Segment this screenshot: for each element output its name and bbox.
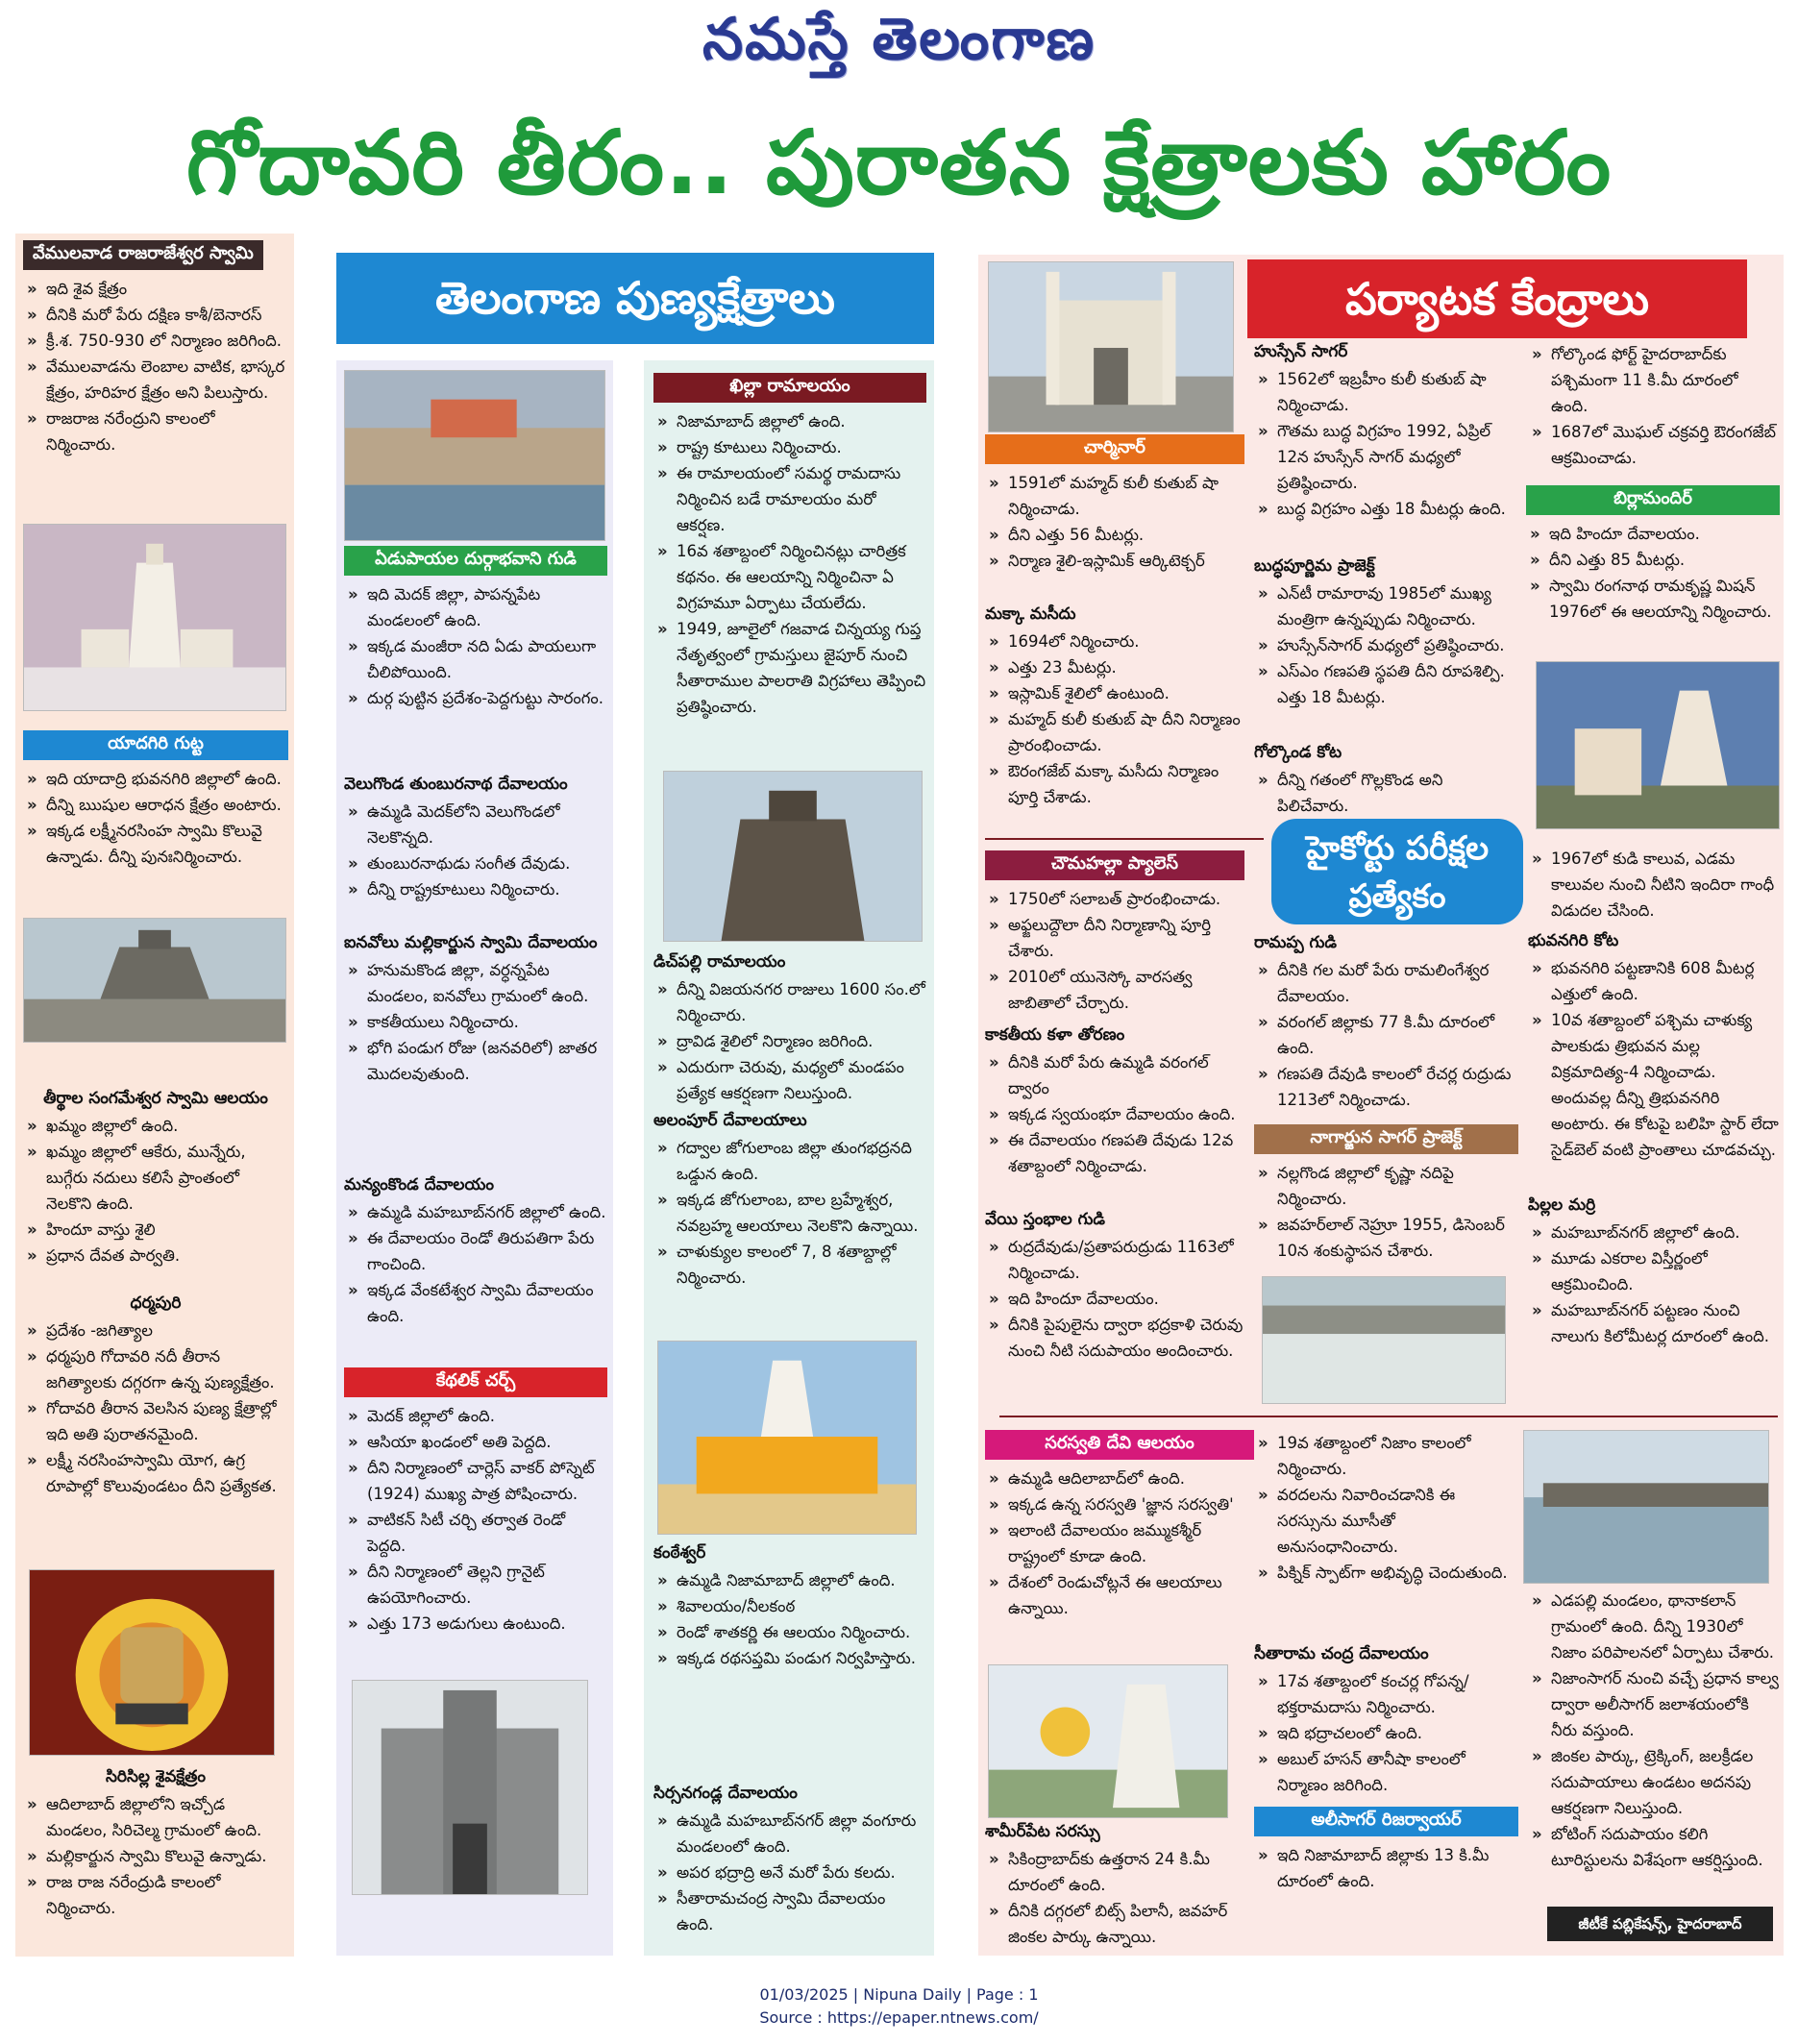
point-list [23, 1791, 288, 1921]
point-list [985, 1465, 1254, 1621]
section-title: పిల్లల మర్రి [1528, 1195, 1596, 1215]
charminar-image [988, 261, 1234, 432]
point-list [1254, 1430, 1518, 1586]
nagarjuna-dam-image [1262, 1276, 1506, 1404]
section-title: నాగార్జున సాగర్ ప్రాజెక్ట్ [1254, 1124, 1518, 1154]
section-title: అలంపూర్ దేవాలయాలు [653, 1111, 807, 1130]
point: » వరంగల్ జిల్లాకు 77 కి.మీ దూరంలో ఉంది. [1254, 1009, 1518, 1061]
section-title: బుద్ధపూర్ణిమ ప్రాజెక్ట్ [1254, 556, 1375, 576]
point: » భువనగిరి పట్టణానికి 608 మీటర్ల ఎత్తులో ఉంది. [1528, 955, 1780, 1007]
point: » తుంబురనాథుడు సంగీత దేవుడు. [344, 850, 607, 876]
point: » ఇక్కడ లక్ష్మీనరసింహ స్వామి కొలువై ఉన్నాడు. దీన్ని పునఃనిర్మించారు. [23, 818, 288, 870]
point: » 19వ శతాబ్దంలో నిజాం కాలంలో నిర్మించారు. [1254, 1430, 1518, 1482]
publisher-credit: జీటీకే పబ్లికేషన్స్, హైదరాబాద్ [1547, 1907, 1773, 1941]
section-title: మక్కా మసీదు [985, 604, 1076, 624]
point: » సికింద్రాబాద్‌కు ఉత్తరాన 24 కి.మీ దూరంలో ఉంది. [985, 1846, 1254, 1898]
point: » గణపతి దేవుడి కాలంలో రేచర్ల రుద్రుడు 1213లో నిర్మించాడు. [1254, 1061, 1518, 1113]
section-sirnapalli [653, 1783, 926, 1937]
point: » 1591లో మహ్మద్ కులీ కుతుబ్ షా నిర్మించాడు. [985, 470, 1244, 522]
section-veyi-sthambhala [985, 1209, 1244, 1364]
headline: గోదావరి తీరం.. పురాతన క్షేత్రాలకు హారం [185, 111, 1613, 214]
point: » దీన్ని ఋషుల ఆరాధన క్షేత్రం అంటారు. [23, 792, 288, 818]
point-list [344, 1403, 607, 1637]
point: » ఎదురుగా చెరువు, మధ్యలో మండపం ప్రత్యేక ఆకర్షణగా నిలుస్తుంది. [653, 1054, 926, 1106]
point-list [344, 799, 607, 902]
section-teerthala [23, 1088, 288, 1268]
point: » ఎత్తు 173 అడుగులు ఉంటుంది. [344, 1611, 607, 1637]
point: » ఇక్కడ రథసప్తమి పండుగ నిర్వహిస్తారు. [653, 1645, 926, 1671]
section-khilla [653, 373, 926, 720]
high-court-badge [1271, 819, 1523, 924]
point: » ఖమ్మం జిల్లాలో ఆకేరు, మున్నేరు, బుగ్గేరు నదులు కలిసే ప్రాంతంలో నెలకొని ఉంది. [23, 1139, 288, 1217]
point: » అపర భద్రాద్రి అనే మరో పేరు కలదు. [653, 1859, 926, 1885]
point: » రాష్ట్ర కూటులు నిర్మించారు. [653, 434, 926, 460]
section-title: వేములవాడ రాజరాజేశ్వర స్వామి [23, 240, 263, 270]
point: » బోటింగ్ సదుపాయం కలిగి టూరిస్టులను విశేషంగా ఆకర్షిస్తుంది. [1528, 1821, 1780, 1873]
section-inavolu [344, 932, 607, 1087]
section-bhuvanagiri [1528, 930, 1780, 1163]
sirisilla-deity-image [29, 1569, 275, 1756]
point: » దేశంలో రెండుచోట్లనే ఈ ఆలయాలు ఉన్నాయి. [985, 1569, 1254, 1621]
point: » గోదావరి తీరాన వెలసిన పుణ్య క్షేత్రాల్లో ఇది అతి పురాతనమైంది. [23, 1395, 288, 1447]
point: » ప్రధాన దేవత పార్వతి. [23, 1243, 288, 1268]
point: » దీన్ని రాష్ట్రకూటులు నిర్మించారు. [344, 876, 607, 902]
point: » ఈ దేవాలయం గణపతి దేవుడు 12వ శతాబ్దంలో నిర్మించాడు. [985, 1127, 1244, 1179]
section-thoranam [985, 1024, 1244, 1179]
point: » దీనికి దగ్గరలో బిట్స్ పిలానీ, జవహర్ జింకల పార్కు ఉన్నాయి. [985, 1898, 1254, 1950]
point: » ఇక్కడ జోగులాంబ, బాల బ్రహ్మేశ్వర, నవబ్రహ్మ ఆలయాలు నెలకొని ఉన్నాయి. [653, 1187, 926, 1239]
section-medak-church [344, 1367, 607, 1637]
section-yadagiri [23, 730, 288, 870]
section-title: చౌమహల్లా ప్యాలెస్ [985, 850, 1244, 880]
point: » ఎత్తు 23 మీటర్లు. [985, 654, 1244, 680]
section-ramappa [1254, 932, 1518, 1113]
point: » దీన్ని గతంలో గొల్లకొండ అని పిలిచేవారు. [1254, 767, 1518, 819]
saraswati-temple-image [988, 1664, 1228, 1818]
divider [985, 838, 1264, 840]
point-list [1254, 1842, 1518, 1894]
point: » 1949, జూలైలో గజవాడ చిన్నయ్య గుప్త నేతృత్వంలో గ్రామస్తులు జైపూర్ నుంచి సీతారాముల పాలరాతి విగ్రహాలు తెప్పించి ప్రతిష్ఠించారు. [653, 616, 926, 720]
point: » గద్వాల జోగులాంబ జిల్లా తుంగభద్రనది ఒడ్డున ఉంది. [653, 1135, 926, 1187]
section-title: గోల్కొండ కోట [1254, 743, 1342, 762]
point: » ఇక్కడ మంజీరా నది ఏడు పాయలుగా చీలిపోయింది. [344, 633, 607, 685]
point: » దీని ఎత్తు 85 మీటర్లు. [1526, 547, 1780, 573]
point-list [1254, 957, 1518, 1113]
point-list [1254, 767, 1518, 819]
point: » పిక్నిక్ స్పాట్‌గా అభివృద్ధి చెందుతుంది. [1254, 1560, 1518, 1586]
point-list [985, 470, 1244, 574]
point-list [985, 886, 1244, 1016]
point: » జింకల పార్కు, ట్రెక్కింగ్, జలక్రీడల సదుపాయాలు ఉండటం అదనపు ఆకర్షణగా నిలుస్తుంది. [1528, 1743, 1780, 1821]
point-list [1528, 1219, 1780, 1349]
point: » వరదలను నివారించడానికి ఈ సరస్సును మూసీతో అనుసంధానించారు. [1254, 1482, 1518, 1560]
point: » 17వ శతాబ్దంలో కంచర్ల గోపన్న/భక్తరామదాసు నిర్మించారు. [1254, 1668, 1518, 1720]
footer-date: 01/03/2025 | Nipuna Daily | Page : 1 [759, 1985, 1039, 2004]
point-list [653, 1567, 926, 1671]
point: » జవహర్‌లాల్ నెహ్రూ 1955, డిసెంబర్ 10న శంకుస్థాపన చేశారు. [1254, 1212, 1518, 1264]
point: » ఇక్కడ వేంకటేశ్వర స్వామి దేవాలయం ఉంది. [344, 1277, 607, 1329]
point: » ధర్మపురి గోదావరి నదీ తీరాన జగిత్యాలకు దగ్గరగా ఉన్న పుణ్యక్షేత్రం. [23, 1343, 288, 1395]
point-list [985, 1049, 1244, 1179]
point: » రుద్రదేవుడు/ప్రతాపరుద్రుడు 1163లో నిర్మించాడు. [985, 1234, 1244, 1286]
point: » సీతారామచంద్ర స్వామి దేవాలయం ఉంది. [653, 1885, 926, 1937]
birla-mandir-image [1536, 661, 1780, 829]
section-title: వేయి స్తంభాల గుడి [985, 1210, 1105, 1229]
divider [999, 1416, 1778, 1417]
point: » హుస్సేన్‌సాగర్ మధ్యలో ప్రతిష్ఠించారు. [1254, 632, 1518, 658]
alisagar-reservoir-image [1523, 1430, 1769, 1584]
point: » హిందూ వాస్తు శైలి [23, 1217, 288, 1243]
point: » ఇది యాదాద్రి భువనగిరి జిల్లాలో ఉంది. [23, 766, 288, 792]
section-title: కంఠేశ్వర్ [653, 1543, 706, 1563]
section-title: ఐనవోలు మల్లికార్జున స్వామి దేవాలయం [344, 933, 598, 952]
point-list [653, 408, 926, 720]
section-sirisilla [23, 1766, 288, 1921]
point: » లక్ష్మీ నరసింహస్వామి యోగ, ఉగ్ర రూపాల్లో కొలువుండటం దీని ప్రత్యేకత. [23, 1447, 288, 1499]
point: » వాటికన్ సిటీ చర్చి తర్వాత రెండో పెద్దది. [344, 1507, 607, 1559]
point: » దీనికి గల మరో పేరు రామలింగేశ్వర దేవాలయం. [1254, 957, 1518, 1009]
section-title: అలీసాగర్ రిజర్వాయర్ [1254, 1807, 1518, 1836]
section-title: శామీర్‌పేట సరస్సు [985, 1822, 1100, 1841]
section-title: ధర్మపురి [130, 1293, 182, 1313]
section-seetharama [1254, 1643, 1518, 1798]
point: » ఇది హిందూ దేవాలయం. [985, 1286, 1244, 1312]
section-buddha-purnima [1254, 555, 1518, 710]
point: » మహబూబ్‌నగర్ జిల్లాలో ఉంది. [1528, 1219, 1780, 1245]
point-list [1254, 580, 1518, 710]
point: » క్రీ.శ. 750-930 లో నిర్మాణం జరిగింది. [23, 328, 288, 354]
point-list [1528, 341, 1780, 471]
point: » శివాలయం/నీలకంఠ [653, 1593, 926, 1619]
section-title: ఖిల్లా రామాలయం [653, 373, 926, 403]
section-alisagar-cont [1528, 1588, 1780, 1873]
point: » దీన్ని విజయనగర రాజులు 1600 సం.లో నిర్మించారు. [653, 976, 926, 1028]
point: » ఇది శైవ క్షేత్రం [23, 276, 288, 302]
masthead: నమస్తే తెలంగాణ [702, 6, 1096, 73]
point-list [23, 1113, 288, 1268]
badge-line-1: హైకోర్టు పరీక్షల [1305, 829, 1490, 868]
point: » దుర్గ పుట్టిన ప్రదేశం-పెద్దగుట్టు సారంగం. [344, 685, 607, 711]
point: » ఆసియా ఖండంలో అతి పెద్దది. [344, 1429, 607, 1455]
section-charminar [985, 434, 1244, 574]
point: » ఇది భద్రాచలంలో ఉంది. [1254, 1720, 1518, 1746]
point-list [344, 1199, 607, 1329]
point: » ఇది మెదక్ జిల్లా, పాపన్నపేట మండలంలో ఉంది. [344, 581, 607, 633]
point-list [1254, 1160, 1518, 1264]
section-title: భువనగిరి కోట [1528, 931, 1619, 950]
section-title: సిరిసిల్ల శైవక్షేత్రం [105, 1767, 207, 1786]
point: » ఖమ్మం జిల్లాలో ఉంది. [23, 1113, 288, 1139]
point-list [653, 976, 926, 1106]
point: » అబుల్ హసన్ తానీషా కాలంలో నిర్మాణం జరిగింది. [1254, 1746, 1518, 1798]
banner-tourist-centres: పర్యాటక కేంద్రాలు [1247, 259, 1747, 338]
section-dharmapuri [23, 1293, 288, 1499]
point: » మహబూబ్‌నగర్ పట్టణం నుంచి నాలుగు కిలోమీటర్ల దూరంలో ఉంది. [1528, 1297, 1780, 1349]
point: » దీనికి మరో పేరు దక్షిణ కాశీ/బెనారస్ [23, 302, 288, 328]
point: » మల్లికార్జున స్వామి కొలువై ఉన్నాడు. [23, 1843, 288, 1869]
edupayala-crowd-image [344, 370, 605, 541]
section-title: బిర్లామందిర్ [1526, 485, 1780, 515]
point-list [1526, 521, 1780, 625]
dichpally-temple-image [663, 771, 923, 942]
yadagiri-temple-image [23, 918, 286, 1043]
point: » నల్లగొండ జిల్లాలో కృష్ణా నదిపై నిర్మించారు. [1254, 1160, 1518, 1212]
point-list [23, 766, 288, 870]
section-manyamkonda [344, 1174, 607, 1329]
point: » దీని నిర్మాణంలో చార్లెస్ వాకర్ పోస్నెట్ (1924) ముఖ్య పాత్ర పోషించారు. [344, 1455, 607, 1507]
point: » ఔరంగజేబ్ మక్కా మసీదు నిర్మాణం పూర్తి చేశాడు. [985, 758, 1244, 810]
point: » ఆదిలాబాద్ జిల్లాలోని ఇచ్చోడ మండలం, సిరిచెల్మ గ్రామంలో ఉంది. [23, 1791, 288, 1843]
point-list [1254, 366, 1518, 522]
point: » రాజ రాజ నరేంద్రుడి కాలంలో నిర్మించారు. [23, 1869, 288, 1921]
point: » ఇది నిజామాబాద్ జిల్లాకు 13 కి.మీ దూరంలో ఉంది. [1254, 1842, 1518, 1894]
section-title: సిర్సనగండ్ల దేవాలయం [653, 1784, 798, 1803]
section-title: ఏడుపాయల దుర్గాభవాని గుడి [344, 546, 607, 576]
point: » మూడు ఎకరాల విస్తీర్ణంలో ఆక్రమించింది. [1528, 1245, 1780, 1297]
section-hussain-sagar [1254, 341, 1518, 522]
point: » ఉమ్మడి ఆదిలాబాద్‌లో ఉంది. [985, 1465, 1254, 1491]
point: » ఇక్కడ స్వయంభూ దేవాలయం ఉంది. [985, 1101, 1244, 1127]
point: » దీనికి మరో పేరు ఉమ్మడి వరంగల్ ద్వారం [985, 1049, 1244, 1101]
point: » ఉమ్మడి నిజామాబాద్ జిల్లాలో ఉంది. [653, 1567, 926, 1593]
point: » హనుమకొండ జిల్లా, వర్ధన్నపేట మండలం, ఐనవోలు గ్రామంలో ఉంది. [344, 957, 607, 1009]
point: » నిజామాబాద్ జిల్లాలో ఉంది. [653, 408, 926, 434]
point: » మెదక్ జిల్లాలో ఉంది. [344, 1403, 607, 1429]
point: » ఎన్‌టీ రామారావు 1985లో ముఖ్య మంత్రిగా ఉన్నప్పుడు నిర్మించారు. [1254, 580, 1518, 632]
point: » ఇలాంటి దేవాలయం జమ్ముకశ్మీర్ రాష్ట్రంలో కూడా ఉంది. [985, 1517, 1254, 1569]
point: » దీని నిర్మాణంలో తెల్లని గ్రానైట్ ఉపయోగించారు. [344, 1559, 607, 1611]
point: » 2010లో యునెస్కో వారసత్వ జాబితాలో చేర్చారు. [985, 964, 1244, 1016]
point: » 1562లో ఇబ్రహీం కులీ కుతుబ్ షా నిర్మించాడు. [1254, 366, 1518, 418]
point-list [344, 957, 607, 1087]
section-shamirpet [985, 1821, 1254, 1950]
point: » ఇది హిందూ దేవాలయం. [1526, 521, 1780, 547]
point: » మహ్మద్ కులీ కుతుబ్ షా దీని నిర్మాణం ప్రారంభించాడు. [985, 706, 1244, 758]
medak-church-image [352, 1680, 588, 1895]
point: » ఇస్లామిక్ శైలిలో ఉంటుంది. [985, 680, 1244, 706]
section-golconda-cont [1528, 341, 1780, 471]
section-title: డిచ్‌పల్లి రామాలయం [653, 952, 786, 972]
badge-line-2: ప్రత్యేకం [1348, 877, 1446, 916]
point: » భోగి పండుగ రోజు (జనవరిలో) జాతర మొదలవుతుంది. [344, 1035, 607, 1087]
section-birla [1526, 485, 1780, 625]
section-title: యాదగిరి గుట్ట [23, 730, 288, 760]
point: » దీనికి పైపులైను ద్వారా భద్రకాళి చెరువు నుంచి నీటి సదుపాయం అందించారు. [985, 1312, 1244, 1364]
section-title: కాకతీయ కళా తోరణం [985, 1025, 1125, 1045]
section-title: సీతారామ చంద్ర దేవాలయం [1254, 1644, 1429, 1663]
section-dichpally [653, 951, 926, 1106]
point: » ఉమ్మడి మెదక్‌లోని వెలుగొండలో నెలకొన్నది. [344, 799, 607, 850]
point: » ఎస్ఎం గణపతి స్థపతి దీని రూపశిల్పి. ఎత్తు 18 మీటర్లు. [1254, 658, 1518, 710]
point: » నిర్మాణ శైలి-ఇస్లామిక్ ఆర్కిటెక్చర్ [985, 548, 1244, 574]
section-saraswati [985, 1430, 1254, 1621]
section-shamirpet-cont [1254, 1430, 1518, 1586]
point: » ఇక్కడ ఉన్న సరస్వతి 'జ్ఞాన సరస్వతి' [985, 1491, 1254, 1517]
section-chowmahalla [985, 850, 1244, 1016]
section-title: తీర్థాల సంగమేశ్వర స్వామి ఆలయం [43, 1089, 268, 1108]
point-list [1528, 955, 1780, 1163]
point-list [985, 1846, 1254, 1950]
point: » ఉమ్మడి మహబూబ్‌నగర్ జిల్లాలో ఉంది. [344, 1199, 607, 1225]
section-title: వెలుగొండ తుంబురనాథ దేవాలయం [344, 775, 568, 794]
section-mecca [985, 603, 1244, 810]
point: » ఉమ్మడి మహబూబ్‌నగర్ జిల్లా వంగూరు మండలంలో ఉంది. [653, 1808, 926, 1859]
section-velugonda [344, 774, 607, 902]
section-edupayala [344, 546, 607, 711]
section-title: కేథలిక్ చర్చ్ [344, 1367, 607, 1397]
point-list [1254, 1668, 1518, 1798]
kanteshwar-temple-image [657, 1341, 917, 1535]
point: » కాకతీయులు నిర్మించారు. [344, 1009, 607, 1035]
point: » గౌతమ బుద్ధ విగ్రహం 1992, ఏప్రిల్ 12న హుస్సేన్ సాగర్ మధ్యలో ప్రతిష్ఠించారు. [1254, 418, 1518, 496]
point-list [653, 1808, 926, 1937]
section-golconda [1254, 742, 1518, 819]
point: » అఫ్జలుద్దౌలా దీని నిర్మాణాన్ని పూర్తి చేశారు. [985, 912, 1244, 964]
section-nagarjuna [1254, 1124, 1518, 1264]
point-list [23, 1318, 288, 1499]
point: » ఎడపల్లి మండలం, థానాకలాన్ గ్రామంలో ఉంది. దీన్ని 1930లో నిజాం పరిపాలనలో ఏర్పాటు చేశారు. [1528, 1588, 1780, 1665]
point: » బుద్ధ విగ్రహం ఎత్తు 18 మీటర్లు ఉంది. [1254, 496, 1518, 522]
point-list [653, 1135, 926, 1291]
point: » ద్రావిడ శైలిలో నిర్మాణం జరిగింది. [653, 1028, 926, 1054]
section-title: చార్మినార్ [985, 434, 1244, 464]
vemulawada-temple-image [23, 524, 286, 711]
footer-source[interactable]: Source : https://epaper.ntnews.com/ [759, 2008, 1039, 2027]
point: » 1694లో నిర్మించారు. [985, 628, 1244, 654]
section-title: రామప్ప గుడి [1254, 933, 1337, 952]
point: » ఈ రామాలయంలో సమర్థ రామదాసు నిర్మించిన బడే రామాలయం మరో ఆకర్షణ. [653, 460, 926, 538]
point: » 1967లో కుడి కాలువ, ఎడమ కాలువల నుంచి నీటిని ఇందిరా గాంధీ విడుదల చేసింది. [1528, 846, 1780, 923]
point: » గోల్కొండ ఫోర్ట్ హైదరాబాద్‌కు పశ్చిమంగా 11 కి.మీ దూరంలో ఉంది. [1528, 341, 1780, 419]
point: » 1750లో సలాబత్ ప్రారంభించాడు. [985, 886, 1244, 912]
point: » దీని ఎత్తు 56 మీటర్లు. [985, 522, 1244, 548]
banner-telangana-temples: తెలంగాణ పుణ్యక్షేత్రాలు [336, 253, 934, 344]
point: » రాజరాజ నరేంద్రుని కాలంలో నిర్మించారు. [23, 406, 288, 457]
section-vemulawada [23, 240, 288, 457]
point-list [985, 628, 1244, 810]
section-title: మన్యంకొండ దేవాలయం [344, 1175, 494, 1194]
section-pillalamarri [1528, 1194, 1780, 1349]
point-list [985, 1234, 1244, 1364]
point: » ప్రదేశం -జగిత్యాల [23, 1318, 288, 1343]
point: » ఈ దేవాలయం రెండో తిరుపతిగా పేరు గాంచింది. [344, 1225, 607, 1277]
point: » వేములవాడను లెంబాల వాటిక, భాస్కర క్షేత్రం, హరిహర క్షేత్రం అని పిలుస్తారు. [23, 354, 288, 406]
section-kanteshwar [653, 1542, 926, 1671]
point: » 16వ శతాబ్దంలో నిర్మించినట్లు చారిత్రక కథనం. ఈ ఆలయాన్ని నిర్మించినా ఏ విగ్రహమూ ఏర్పాటు చేయలేదు. [653, 538, 926, 616]
point: » రెండో శాతకర్ణి ఈ ఆలయం నిర్మించారు. [653, 1619, 926, 1645]
section-alisagar [1254, 1807, 1518, 1894]
section-alampur [653, 1110, 926, 1291]
point-list [1528, 846, 1780, 923]
section-gandhi [1528, 846, 1780, 923]
point-list [1528, 1588, 1780, 1873]
point-list [23, 276, 288, 457]
point: » చాళుక్యుల కాలంలో 7, 8 శతాబ్దాల్లో నిర్మించారు. [653, 1239, 926, 1291]
point: » 1687లో మొఘల్ చక్రవర్తి ఔరంగజేబ్ ఆక్రమించాడు. [1528, 419, 1780, 471]
point: » 10వ శతాబ్దంలో పశ్చిమ చాళుక్య పాలకుడు త్రిభువన మల్ల విక్రమాదిత్య-4 నిర్మించాడు. అందువల్ల దీన్ని త్రిభువనగిరి అంటారు. ఈ కోటపై బలిహి స్టార్ లేదా సైడ్‌బెల్ వంటి ప్రాంతాలు చూడవచ్చు. [1528, 1007, 1780, 1163]
section-title: హుస్సేన్ సాగర్ [1254, 342, 1348, 361]
point-list [344, 581, 607, 711]
point: » స్వామి రంగనాథ రామకృష్ణ మిషన్ 1976లో ఈ ఆలయాన్ని నిర్మించారు. [1526, 573, 1780, 625]
section-title: సరస్వతి దేవి ఆలయం [985, 1430, 1254, 1460]
point: » నిజాంసాగర్ నుంచి వచ్చే ప్రధాన కాల్వ ద్వారా అలీసాగర్ జలాశయంలోకి నీరు వస్తుంది. [1528, 1665, 1780, 1743]
